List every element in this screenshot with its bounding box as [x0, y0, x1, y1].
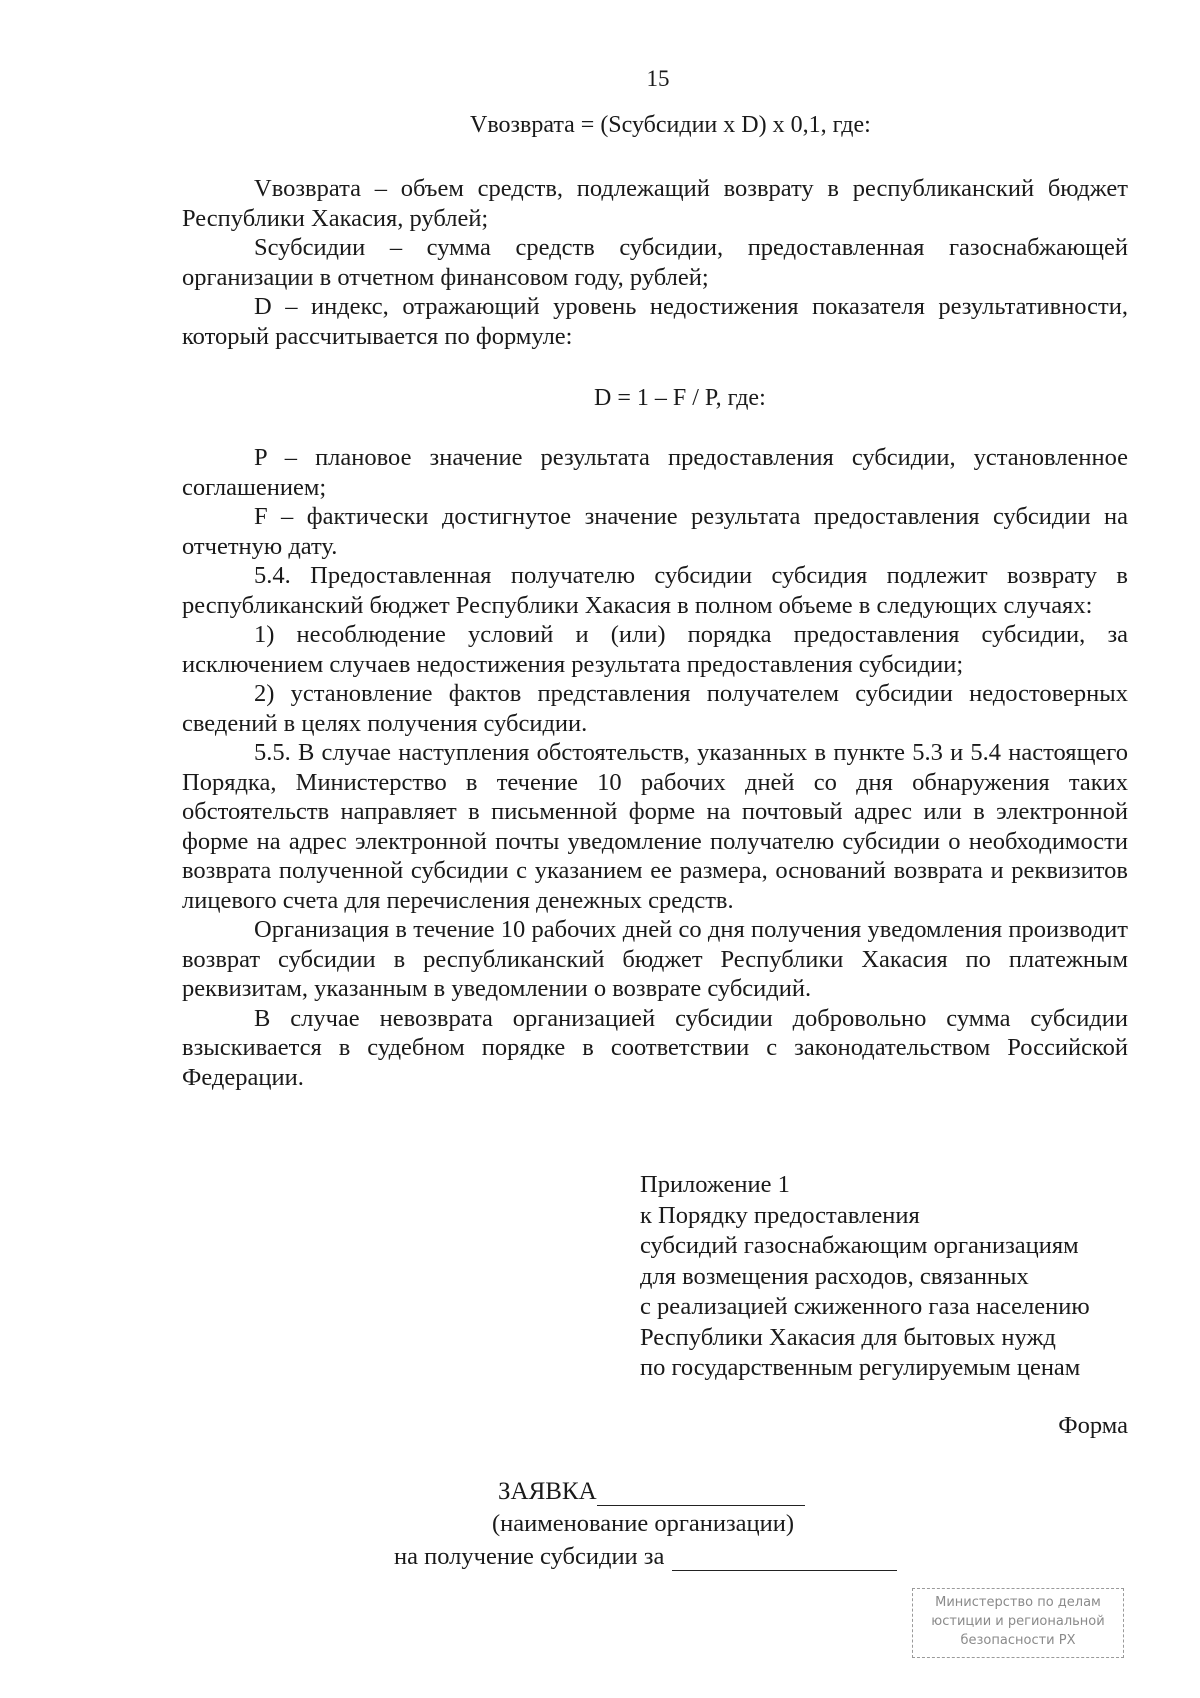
paragraph: P – плановое значение результата предоставления субсидии, установленное соглашением;: [182, 444, 1128, 501]
paragraph: F – фактически достигнутое значение результата предоставления субсидии на отчетную дату.: [182, 503, 1128, 560]
paragraph: В случае невозврата организацией субсидии добровольно сумма субсидии взыскивается в судебном порядке в соответствии с законодательством Российской Федерации.: [182, 1004, 1128, 1091]
paragraph: Организация в течение 10 рабочих дней со дня получения уведомления производит возврат субсидии в республиканский бюджет Республики Хакасия по платежным реквизитам, указанным в уведомлении о возврате субсидий.: [182, 916, 1128, 1002]
paragraph: 2) установление фактов представления получателем субсидии недостоверных сведений в целях получения субсидии.: [182, 680, 1128, 737]
appendix-line: с реализацией сжиженного газа населению: [640, 1293, 1090, 1320]
page-number: 15: [646, 66, 670, 91]
organization-blank-line: [597, 1480, 805, 1506]
naimenovanie-caption: (наименование организации): [492, 1510, 795, 1537]
forma-label: Форма: [1058, 1412, 1128, 1439]
stamp-line: юстиции и региональной: [931, 1614, 1105, 1629]
paragraph: Sсубсидии – сумма средств субсидии, предоставленная газоснабжающей организации в отчетном финансовом году, рублей;: [182, 234, 1128, 291]
zayavka-title-row: [498, 1478, 805, 1506]
paragraph: D – индекс, отражающий уровень недостижения показателя результативности, который рассчитывается по формуле:: [182, 293, 1128, 350]
formula-vozvrat: Vвозврата = (Sсубсидии x D) x 0,1, где:: [470, 112, 871, 138]
paragraph: 1) несоблюдение условий и (или) порядка предоставления субсидии, за исключением случаев недостижения результата предоставления субсидии;: [182, 621, 1128, 678]
period-blank-line: [672, 1545, 897, 1571]
body-block-1: [182, 174, 1128, 351]
na-poluchenie-text: на получение субсидии за: [394, 1543, 665, 1570]
appendix-line: по государственным регулируемым ценам: [640, 1354, 1081, 1381]
paragraph: 5.5. В случае наступления обстоятельств, указанных в пункте 5.3 и 5.4 настоящего Порядка, Министерство в течение 10 рабочих дней со дня обнаружения таких обстоятельств направляет в письменной форме на почтовый адрес или в электронной форме на адрес электронной почты уведомление получателю субсидии о необходимости возврата полученной субсидии с указанием ее размера, оснований возврата и реквизитов лицевого счета для перечисления денежных средств.: [182, 739, 1128, 914]
zayavka-title: ЗАЯВКА: [498, 1478, 597, 1505]
ministry-stamp: [912, 1588, 1124, 1658]
paragraph: Vвозврата – объем средств, подлежащий возврату в республиканский бюджет Республики Хакасия, рублей;: [182, 175, 1128, 232]
stamp-line: Министерство по делам: [935, 1595, 1101, 1610]
formula-d: D = 1 – F / P, где:: [594, 385, 766, 411]
period-row: [394, 1543, 897, 1571]
appendix-line: для возмещения расходов, связанных: [640, 1262, 1029, 1290]
stamp-line: безопасности РХ: [960, 1633, 1076, 1648]
appendix-heading: [640, 1170, 1090, 1384]
appendix-line: Республики Хакасия для бытовых нужд: [640, 1323, 1056, 1351]
body-block-2: [182, 443, 1128, 1092]
paragraph: 5.4. Предоставленная получателю субсидии субсидия подлежит возврату в республиканский бюджет Республики Хакасия в полном объеме в следующих случаях:: [182, 562, 1128, 619]
appendix-line: Приложение 1: [640, 1171, 790, 1198]
appendix-line: к Порядку предоставления: [640, 1201, 920, 1229]
appendix-line: субсидий газоснабжающим организациям: [640, 1232, 1079, 1259]
